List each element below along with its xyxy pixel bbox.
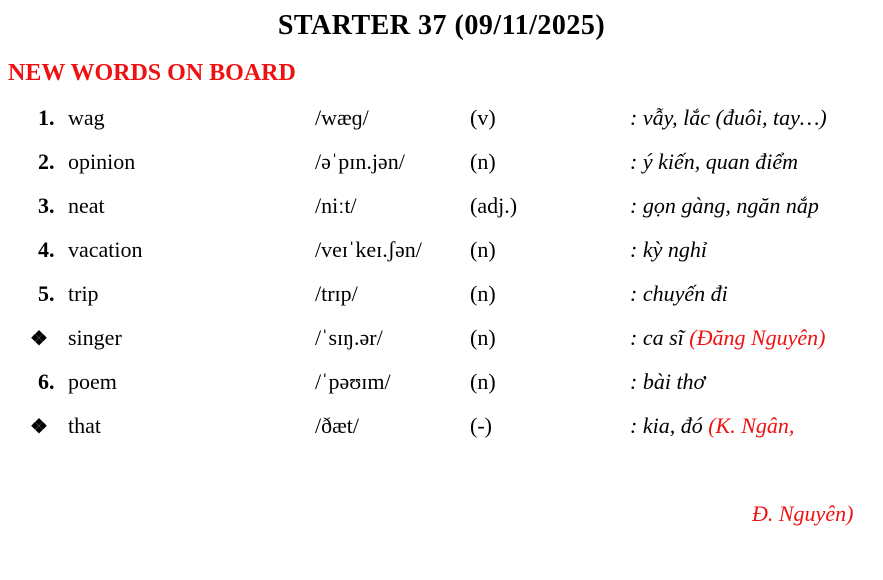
- word: neat: [68, 193, 105, 218]
- vocab-row-that: [0, 404, 883, 448]
- vocab-row-poem: [0, 360, 883, 404]
- translation: [630, 96, 883, 140]
- word: trip: [68, 281, 99, 306]
- part-of-speech: (n): [470, 369, 496, 394]
- phonetic: /trɪp/: [315, 281, 358, 306]
- part-of-speech: (n): [470, 237, 496, 262]
- translation-text: : bài thơ: [630, 369, 706, 394]
- row-number: 6.: [38, 369, 55, 394]
- vocab-row-neat: [0, 184, 883, 228]
- diamond-bullet-icon: ❖: [30, 416, 48, 438]
- translation-text: : chuyến đi: [630, 281, 728, 306]
- translation: [630, 316, 883, 360]
- translation: [630, 228, 883, 272]
- translation: [630, 272, 883, 316]
- phonetic: /wæɡ/: [315, 105, 369, 130]
- phonetic: /ðæt/: [315, 413, 360, 438]
- word: opinion: [68, 149, 136, 174]
- word: that: [68, 413, 101, 438]
- word: vacation: [68, 237, 143, 262]
- translation: [630, 184, 883, 228]
- phonetic: /ˈpəʊɪm/: [315, 369, 391, 394]
- word: poem: [68, 369, 117, 394]
- translation-annotation: (K. Ngân,: [708, 413, 795, 438]
- translation-text: : kia, đó: [630, 413, 709, 438]
- row-number: 5.: [38, 281, 55, 306]
- vocab-list: [0, 96, 883, 448]
- translation-text: : vẫy, lắc (đuôi, tay…): [630, 105, 827, 130]
- phonetic: /niːt/: [315, 193, 357, 218]
- part-of-speech: (n): [470, 149, 496, 174]
- translation: [630, 360, 883, 404]
- page-title: STARTER 37 (09/11/2025): [277, 10, 606, 41]
- translation-annotation: (Đăng Nguyên): [689, 325, 826, 350]
- translation-text: : ý kiến, quan điểm: [630, 149, 798, 174]
- annotation-continuation: [0, 448, 883, 526]
- vocab-row-trip: [0, 272, 883, 316]
- row-number: 4.: [38, 237, 55, 262]
- translation: [630, 140, 883, 184]
- translation-text: : ca sĩ: [630, 325, 690, 350]
- vocab-row-wag: [0, 96, 883, 140]
- vocab-row-singer: [0, 316, 883, 360]
- part-of-speech: (n): [470, 325, 496, 350]
- translation-text: : gọn gàng, ngăn nắp: [630, 193, 819, 218]
- diamond-bullet-icon: ❖: [30, 328, 48, 350]
- vocab-row-opinion: [0, 140, 883, 184]
- part-of-speech: (v): [470, 105, 496, 130]
- vocab-row-vacation: [0, 228, 883, 272]
- phonetic: /veɪˈkeɪ.ʃən/: [315, 237, 422, 262]
- row-number: 3.: [38, 193, 55, 218]
- row-number: 2.: [38, 149, 55, 174]
- phonetic: /ˈsɪŋ.ər/: [315, 325, 383, 350]
- section-heading: NEW WORDS ON BOARD: [8, 60, 296, 86]
- word: singer: [68, 325, 122, 350]
- part-of-speech: (adj.): [470, 193, 518, 218]
- translation-annotation: Đ. Nguyên): [752, 501, 854, 526]
- part-of-speech: (n): [470, 281, 496, 306]
- word: wag: [68, 105, 105, 130]
- translation: [630, 404, 883, 448]
- row-number: 1.: [38, 105, 55, 130]
- phonetic: /əˈpɪn.jən/: [315, 149, 405, 174]
- translation-text: : kỳ nghỉ: [630, 237, 707, 262]
- part-of-speech: (-): [470, 413, 492, 438]
